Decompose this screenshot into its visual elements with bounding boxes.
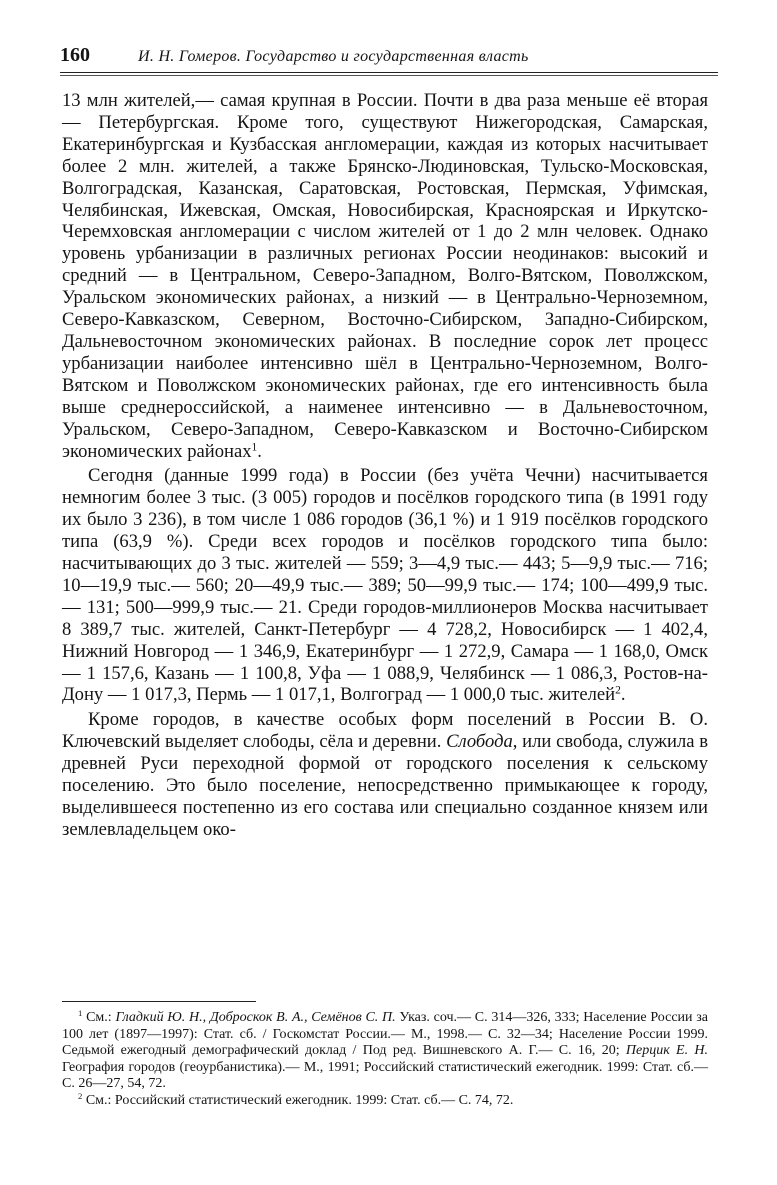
footnote-1: $^1$ См.: Гладкий Ю. Н., Доброскок В. А., Семёнов С. П. Указ. соч.— С. 314—326, 333; Население России за 100 лет (1897—1997): Стат. сб. / Госкомстат России.— М., 1998.— С. 32—34; Население России 1999. Седьмой ежегодный демографический доклад / Под ред. Вишневского А. Г.— С. 16, 20; Перцик Е. Н. География городов (геоурбанистика).— М., 1991; Российский статистический ежегодник. 1999: Стат. сб.— С. 26—27, 54, 72. [62, 1008, 709, 1092]
italic-term: Слобода [446, 731, 513, 753]
header-rule [60, 72, 718, 76]
running-title: И. Н. Гомеров. Государство и государственная власть [138, 48, 529, 65]
footnote-2: $^2$ См.: Российский статистический ежегодник. 1999: Стат. сб.— С. 74, 72. [78, 1091, 514, 1108]
footnotes [62, 1010, 708, 1110]
footnote-rule [62, 1001, 256, 1002]
paragraph-2: Сегодня (данные 1999 года) в России (без учёта Чечни) насчитывается немногим более 3 тыс. (3 005) городов и посёлков городского типа (в 1991 году их было 3 236), в том числе 1 086 городов (36,1 %) и 1 919 посёлков городского типа (63,9 %). Среди всех городов и посёлков городского типа было: насчитывающих до 3 тыс. жителей — 559; 3—4,9 тыс.— 443; 5—9,9 тыс.— 716; 10—19,9 тыс.— 560; 20—49,9 тыс.— 389; 50—99,9 тыс.— 174; 100—499,9 тыс.— 131; 500—999,9 тыс.— 21. Среди городов-миллионеров Москва насчитывает 8 389,7 тыс. жителей, Санкт-Петербург — 4 728,2, Новосибирск — 1 402,4, Нижний Новгород — 1 346,9, Екатеринбург — 1 272,9, Самара — 1 168,0, Омск — 1 157,6, Казань — 1 100,8, Уфа — 1 088,9, Челябинск — 1 086,3, Ростов-на-Дону — 1 017,3, Пермь — 1 017,1, Волгоград — 1 000,0 тыс. жителей$^2$. [62, 465, 708, 706]
main-text [62, 90, 708, 841]
footnote-ref-1: 1 [251, 441, 258, 454]
paragraph-1: 13 млн жителей,— самая крупная в России. Почти в два раза меньше её вторая — Петербургская. Кроме того, существуют Нижегородская, Самарская, Екатеринбургская и Кузбасская англомерации, каждая из которых насчитывает более 2 млн. жителей, а также Брянско-Людиновская, Тульско-Московская, Волгоградская, Казанская, Саратовская, Ростовская, Пермская, Уфимская, Челябинская, Ижевская, Омская, Новосибирская, Красноярская и Иркутско-Черемховская англомерации с числом жителей от 1 до 2 млн человек. Однако уровень урбанизации в различных регионах России неодинаков: высокий и средний — в Центральном, Северо-Западном, Волго-Вятском, Поволжском, Уральском экономических районах, а низкий — в Центрально-Черноземном, Северо-Кавказском, Северном, Восточно-Сибирском, Западно-Сибирском, Дальневосточном экономических районах. В последние сорок лет процесс урбанизации наиболее интенсивно шёл в Центрально-Черноземном, Волго-Вятском и Поволжском экономических районах, где его интенсивность была выше среднероссийской, а наименее интенсивно — в Дальневосточном, Уральском, Северо-Западном, Северо-Кавказском и Восточно-Сибирском экономических районах$^1$. [62, 90, 708, 462]
paragraph-3: Кроме городов, в качестве особых форм поселений в России В. О. Ключевский выделяет слободы, сёла и деревни. Слобода, или свобода, служила в древней Руси переходной формой от городского поселения к сельскому поселению. Это было поселение, непосредственно примыкающее к городу, выделившееся постепенно из его состава или специально созданное князем или землевладельцем око- [62, 709, 708, 840]
footnote-ref-2: 2 [615, 685, 621, 698]
page-header [60, 44, 720, 68]
page-number: 160 [60, 44, 90, 66]
